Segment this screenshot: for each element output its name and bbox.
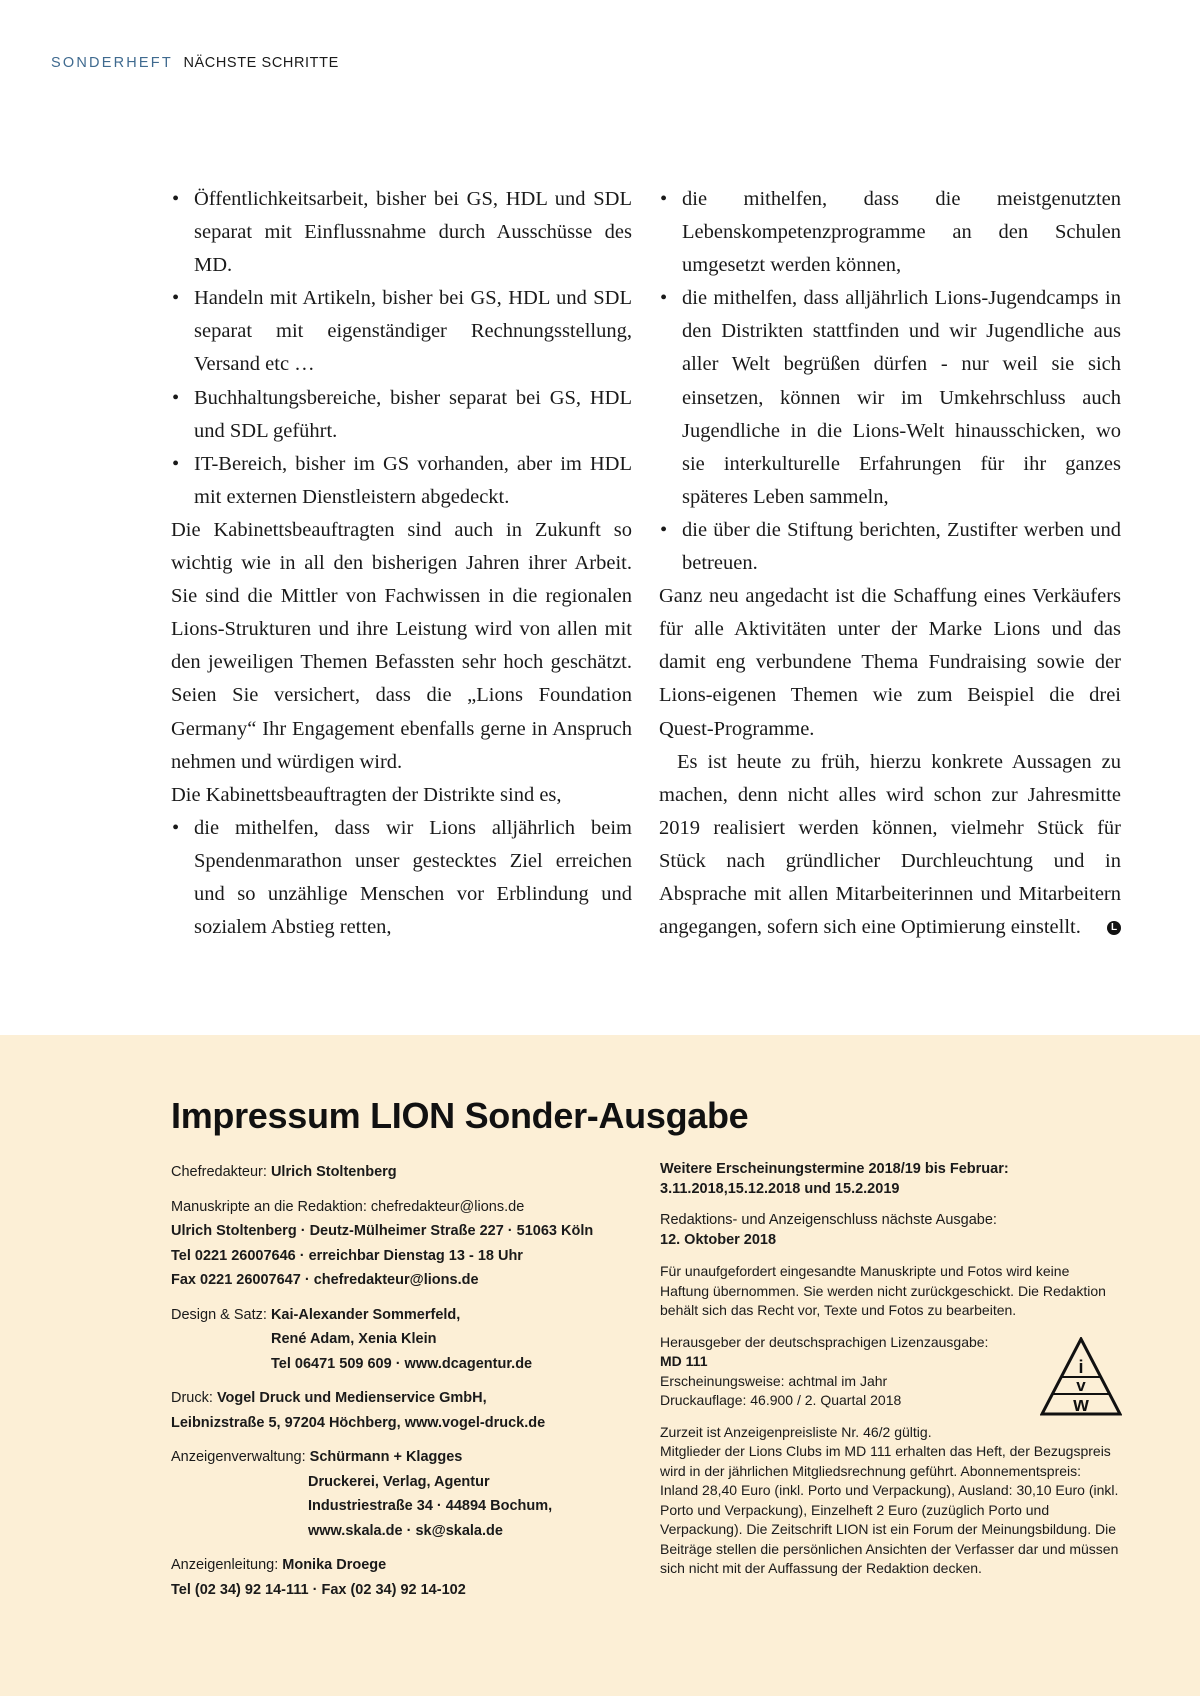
erscheinungstermine: Weitere Erscheinungstermine 2018/19 bis Februar: 3.11.2018,15.12.2018 und 15.2.2019 xyxy=(660,1161,1009,1197)
ivw-letter: v xyxy=(1076,1376,1086,1395)
preisliste: Zurzeit ist Anzeigenpreisliste Nr. 46/2 gültig. xyxy=(660,1423,932,1440)
list-item: • die mithelfen, dass die meistgenutzten Lebenskompetenzprogramme an den Schulen umgesetzt werden können, xyxy=(660,188,1121,277)
section-label: SONDERHEFT xyxy=(51,55,173,71)
list-item: • die mithelfen, dass alljährlich Lions-Jugendcamps in den Distrikten stattfinden und wir Jugendliche aus aller Welt begrüßen dürfen - nur weil sie sich einsetzen, können wir im Umkehrschluss auch Jugendliche in die Lions-Welt hinausschicken, wo sie interkulturelle Erfahrungen für ihr ganzes späteres Leben sammeln, xyxy=(660,287,1121,508)
page-header xyxy=(51,55,339,71)
impressum-left-column xyxy=(171,1160,651,1612)
bullet-list xyxy=(171,812,632,944)
article-right-column xyxy=(659,183,1121,944)
herausgeber: Herausgeber der deutschsprachigen Lizenzausgabe: MD 111 Erscheinungsweise: achtmal im Jahr Druckauflage: 46.900 / 2. Quartal 2018 xyxy=(660,1333,989,1408)
paragraph: Die Kabinettsbeauftragten der Distrikte sind es, xyxy=(171,783,562,806)
redaktion-address: Manuskripte an die Redaktion: chefredakteur@lions.de Ulrich Stoltenberg · Deutz-Mülheimer Straße 227 · 51063 Köln Tel 0221 26007646 · erreichbar Dienstag 13 - 18 Uhr Fax 0221 26007647 · chefredakteur@lions.de xyxy=(171,1198,594,1288)
list-item: • Öffentlichkeitsarbeit, bisher bei GS, HDL und SDL separat mit Einflussnahme durch Ausschüsse des MD. xyxy=(172,188,632,277)
list-item: • Buchhaltungsbereiche, bisher separat bei GS, HDL und SDL geführt. xyxy=(172,386,632,442)
anzeigenleitung: Anzeigenleitung: Monika Droege Tel (02 34) 92 14-111 · Fax (02 34) 92 14-102 xyxy=(171,1557,466,1598)
design-satz: Design & Satz: Kai-Alexander Sommerfeld, René Adam, Xenia Klein Tel 06471 509 609 · www.dcagentur.de xyxy=(171,1306,533,1372)
redaktionsschluss: Redaktions- und Anzeigenschluss nächste Ausgabe: 12. Oktober 2018 xyxy=(660,1212,997,1248)
article-left-column xyxy=(171,183,632,944)
bullet-list xyxy=(659,183,1121,580)
druck: Druck: Vogel Druck und Medienservice GmbH, Leibnizstraße 5, 97204 Höchberg, www.vogel-druck.de xyxy=(171,1390,546,1431)
ivw-letter: i xyxy=(1078,1357,1084,1377)
topic-label: NÄCHSTE SCHRITTE xyxy=(183,55,339,71)
paragraph: Die Kabinettsbeauftragten sind auch in Zukunft so wichtig wie in all den bisherigen Jahren ihrer Arbeit. Sie sind die Mittler von Fachwissen in die regionalen Lions-Strukturen und ihre Leistung wird von allen mit den jeweiligen Themen Befassten sehr hoch geschätzt. Seien Sie versichert, dass die „Lions Foundation Germany“ Ihr Engagement ebenfalls gerne in Anspruch nehmen und würdigen wird. xyxy=(171,518,632,773)
list-item: • Handeln mit Artikeln, bisher bei GS, HDL und SDL separat mit eigenständiger Rechnungsstellung, Versand etc … xyxy=(172,287,632,376)
list-item: • die über die Stiftung berichten, Zustifter werben und betreuen. xyxy=(660,518,1121,575)
list-item: • die mithelfen, dass wir Lions alljährlich beim Spendenmarathon unser gestecktes Ziel erreichen und so unzählige Menschen vor Erblindung und sozialem Abstieg retten, xyxy=(172,816,632,939)
bullet-list xyxy=(171,183,632,514)
list-item: • IT-Bereich, bisher im GS vorhanden, aber im HDL mit externen Dienstleistern abgedeckt. xyxy=(172,452,632,508)
ivw-letter: w xyxy=(1073,1394,1089,1416)
chefredakteur: Chefredakteur: Ulrich Stoltenberg xyxy=(171,1164,397,1180)
anzeigenverwaltung: Anzeigenverwaltung: Schürmann + Klagges Druckerei, Verlag, Agentur Industriestraße 34 · 44894 Bochum, www.skala.de · sk@skala.de xyxy=(171,1449,553,1539)
ivw-logo-icon xyxy=(1040,1337,1122,1417)
abo-info: Mitglieder der Lions Clubs im MD 111 erhalten das Heft, der Bezugspreis wird in der jährlichen Mitgliedsrechnung geführt. Abonnementspreis: Inland 28,40 Euro (inkl. Porto und Verpackung), Ausland: 30,10 Euro (inkl. Porto und Verpackung), Einzelheft 2 Euro (zuzüglich Porto und Verpackung). Die Zeitschrift LION ist ein Forum der Meinungsbildung. Die Beiträge stellen die persönlichen Ansichten der Verfasser dar und müssen sich nicht mit der Auffassung der Redaktion decken. xyxy=(660,1443,1119,1576)
paragraph: Ganz neu angedacht ist die Schaffung eines Verkäufers für alle Aktivitäten unter der Marke Lions und das damit eng verbundene Thema Fundraising sowie der Lions-eigenen Themen wie zum Beispiel die drei Quest-Programme. xyxy=(659,585,1121,740)
impressum-title: Impressum LION Sonder-Ausgabe xyxy=(171,1095,749,1136)
paragraph: Es ist heute zu früh, hierzu konkrete Aussagen zu machen, denn nicht alles wird schon zur Jahresmitte 2019 realisiert werden können, vielmehr Stück für Stück nach gründlicher Durchleuchtung und in Absprache mit allen Mitarbeiterinnen und Mitarbeitern angegangen, sofern sich eine Optimierung einstellt. L xyxy=(659,750,1121,939)
lions-end-mark-icon: L xyxy=(1107,921,1121,935)
haftung-note: Für unaufgefordert eingesandte Manuskripte und Fotos wird keine Haftung übernommen. Sie werden nicht zurückgeschickt. Die Redaktion behält sich das Recht vor, Texte und Fotos zu bearbeiten. xyxy=(660,1263,1106,1318)
